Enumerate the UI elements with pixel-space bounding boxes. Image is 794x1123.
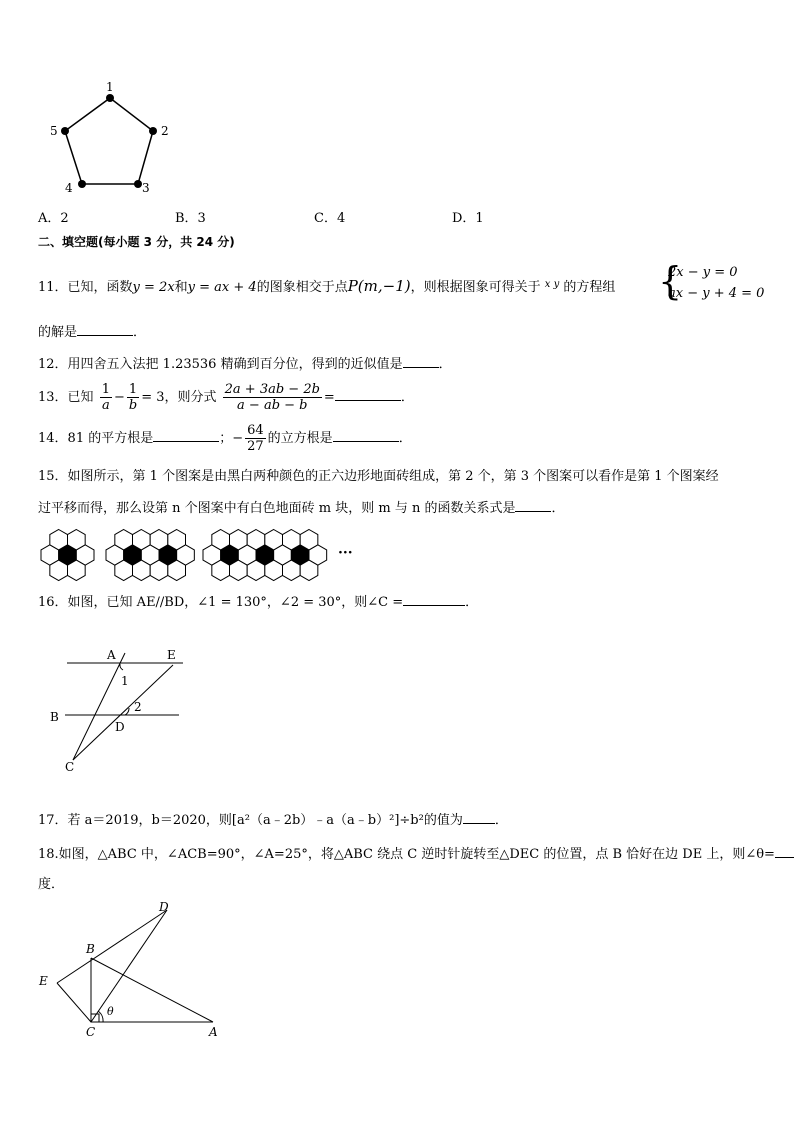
- point-label-e: E: [39, 974, 48, 988]
- answer-blank[interactable]: [153, 429, 219, 442]
- q11-after: ，则根据图象可得关于: [410, 280, 541, 295]
- q17-end: ．: [494, 813, 508, 828]
- question-15-line-2: [38, 499, 564, 518]
- equation-2: ax − y + 4 = 0: [668, 286, 765, 301]
- angle-label-theta: θ: [107, 1005, 114, 1018]
- answer-blank[interactable]: [515, 499, 551, 512]
- q15-end: ．: [551, 501, 565, 516]
- white-hex-tile: [247, 530, 265, 550]
- white-hex-tile: [168, 560, 186, 580]
- parallel-lines-figure: [45, 645, 195, 775]
- section-title: 二、填空题(每小题 3 分，共 24 分): [38, 235, 235, 249]
- vertex-dot: [78, 180, 86, 188]
- white-hex-tile: [150, 560, 168, 580]
- q11-and: 和: [174, 280, 188, 295]
- point-label-c: C: [65, 760, 75, 774]
- white-hex-tile: [300, 530, 318, 550]
- vertex-label: 4: [65, 181, 73, 195]
- option-a[interactable]: A．2: [38, 211, 69, 226]
- answer-blank[interactable]: [333, 429, 399, 442]
- question-12: [38, 355, 452, 374]
- point-label-a: A: [107, 648, 116, 662]
- option-c[interactable]: C．4: [314, 211, 346, 226]
- question-11: [38, 276, 615, 297]
- q12-end: ．: [438, 357, 452, 372]
- white-hex-tile: [133, 560, 151, 580]
- white-hex-tile: [212, 560, 230, 580]
- white-hex-tile: [230, 530, 248, 550]
- vertex-dot: [134, 180, 142, 188]
- white-hex-tile: [133, 530, 151, 550]
- white-hex-tile: [247, 560, 265, 580]
- q18-line1: 18.如图，△ABC 中，∠ACB=90°，∠A=25°，将△ABC 绕点 C 逆时针旋转至△DEC 的位置，点 B 恰好在边 DE 上，则∠θ=: [38, 847, 775, 862]
- question-11-line-2: [38, 323, 146, 342]
- vertex-label: 5: [50, 124, 58, 138]
- q13-prefix: 13．已知: [38, 390, 94, 405]
- q11-point: P(m,−1): [347, 277, 411, 295]
- point-label-d: D: [159, 900, 169, 914]
- white-hex-tile: [283, 530, 301, 550]
- fraction-expression: $\frac{2a + 3ab - 2b}{a - ab - b}$: [224, 382, 320, 413]
- question-17: [38, 811, 508, 830]
- q16-text: 16．如图，已知 AE//BD，∠1 = 130°，∠2 = 30°，则∠C =: [38, 595, 404, 610]
- pentagon-figure: [40, 78, 190, 203]
- fraction-64-27: $\frac{64}{27}$: [247, 423, 264, 454]
- white-hex-tile: [50, 530, 68, 550]
- fraction-1-over-a: $\frac{1}{a}$: [101, 382, 110, 413]
- q11-function-2: y = ax + 4: [187, 280, 257, 295]
- answer-blank[interactable]: [335, 388, 401, 401]
- question-14: [38, 422, 412, 456]
- q11-function-1: y = 2x: [132, 280, 175, 295]
- q14-end: ．: [398, 431, 412, 446]
- point-label-a: A: [209, 1025, 218, 1039]
- hexagon-tile-patterns: [38, 527, 368, 583]
- q14-prefix: 14．81 的平方根是: [38, 431, 154, 446]
- white-hex-tile: [150, 530, 168, 550]
- white-hex-tile: [168, 530, 186, 550]
- vertex-label: 3: [142, 181, 150, 195]
- question-16: [38, 593, 478, 612]
- vertex-dot: [149, 127, 157, 135]
- answer-blank[interactable]: [403, 355, 439, 368]
- point-label-b: B: [86, 942, 95, 956]
- angle-label-1: 1: [121, 674, 129, 688]
- option-d[interactable]: D．1: [452, 211, 484, 226]
- answer-blank[interactable]: [77, 323, 133, 336]
- white-hex-tile: [230, 560, 248, 580]
- white-hex-tile: [265, 560, 283, 580]
- point-label-e: E: [167, 648, 176, 662]
- question-18-line-1: [38, 845, 794, 864]
- q16-end: ．: [465, 595, 479, 610]
- equation-system: [658, 259, 778, 304]
- fraction-1-over-b: $\frac{1}{b}$: [128, 382, 138, 413]
- q13-eq: = 3，则分式: [141, 390, 217, 405]
- white-hex-tile: [68, 530, 86, 550]
- equation-1: 2x − y = 0: [668, 265, 738, 280]
- point-label-b: B: [50, 710, 59, 724]
- vertex-label: 1: [106, 80, 114, 94]
- q13-eq2: =: [323, 390, 335, 405]
- point-label-d: D: [115, 720, 125, 734]
- white-hex-tile: [115, 530, 133, 550]
- answer-blank[interactable]: [403, 593, 465, 606]
- option-b[interactable]: B．3: [175, 211, 206, 226]
- q11-line2: 的解是: [38, 325, 78, 340]
- q15-line2: 过平移而得，那么设第 n 个图案中有白色地面砖 m 块，则 m 与 n 的函数关系式是: [38, 501, 516, 516]
- vertex-dot: [61, 127, 69, 135]
- q13-minus: −: [113, 390, 125, 405]
- q11-system-label: 的方程组: [563, 280, 616, 295]
- white-hex-tile: [212, 530, 230, 550]
- q17-text: 17．若 a＝2019，b＝2020，则[a²（a﹣2b）﹣a（a﹣b）²]÷b²的值为: [38, 813, 463, 828]
- white-hex-tile: [50, 560, 68, 580]
- white-hex-tile: [265, 530, 283, 550]
- q14-suffix: 的立方根是: [267, 431, 333, 446]
- ellipsis: ···: [338, 545, 353, 561]
- q13-end: ．: [400, 390, 414, 405]
- question-13: [38, 381, 414, 415]
- white-hex-tile: [115, 560, 133, 580]
- q14-sep: ；−: [219, 431, 244, 446]
- brace-glyph: {: [658, 259, 683, 303]
- white-hex-tile: [68, 560, 86, 580]
- white-hex-tile: [283, 560, 301, 580]
- white-hex-tile: [300, 560, 318, 580]
- vertex-dot: [106, 94, 114, 102]
- answer-options: [38, 207, 558, 225]
- q11-middle: 的图象相交于点: [256, 280, 348, 295]
- answer-blank[interactable]: [775, 845, 794, 858]
- q11-vars: x y: [544, 279, 560, 290]
- q11-text: 11．已知，函数: [38, 280, 133, 295]
- point-label-c: C: [86, 1025, 96, 1039]
- q12-text: 12．用四舍五入法把 1.23536 精确到百分位，得到的近似值是: [38, 357, 403, 372]
- q11-end: ．: [133, 325, 147, 340]
- question-18-line-2: 度．: [38, 877, 65, 892]
- answer-blank[interactable]: [463, 811, 495, 824]
- rotation-triangle-figure: [35, 898, 235, 1040]
- question-15-line-1: 15．如图所示，第 1 个图案是由黑白两种颜色的正六边形地面砖组成，第 2 个，第 3 个图案可以看作是第 1 个图案经: [38, 469, 719, 484]
- vertex-label: 2: [161, 124, 169, 138]
- angle-label-2: 2: [134, 700, 142, 714]
